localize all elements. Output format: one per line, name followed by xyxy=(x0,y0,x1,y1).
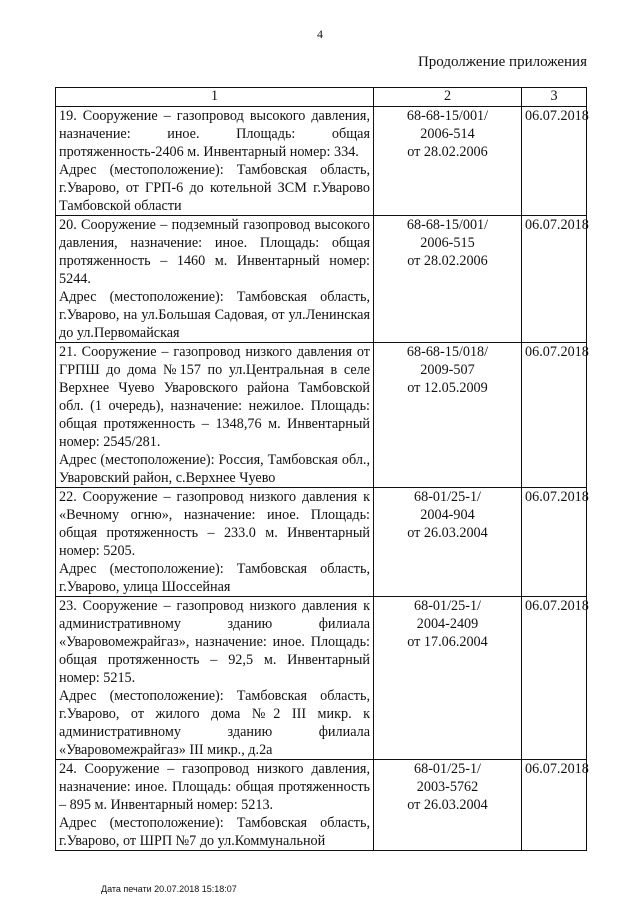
object-description-cell xyxy=(56,216,374,343)
registration-cell xyxy=(374,760,522,851)
registration-date: от 26.03.2004 xyxy=(407,797,488,813)
registration-number: 68-68-15/001/ 2006-514 xyxy=(406,108,489,142)
table-row xyxy=(56,488,587,597)
registration-cell xyxy=(374,216,522,343)
column-header: 2 xyxy=(374,88,522,107)
registration-number: 68-68-15/001/ 2006-515 xyxy=(406,217,489,251)
object-description-cell xyxy=(56,597,374,760)
object-address: Адрес (местоположение): Тамбовская область, г.Уварово, улица Шоссейная xyxy=(59,561,370,595)
table-row xyxy=(56,216,587,343)
object-description-cell xyxy=(56,343,374,488)
registration-date: от 28.02.2006 xyxy=(407,144,488,160)
registration-number: 68-01/25-1/ 2003-5762 xyxy=(414,761,481,795)
object-description: 22. Сооружение – газопровод низкого давления к «Вечному огню», назначение: иное. Площадь: общая протяженность – 233.0 м. Инвентарный номер: 5205. xyxy=(59,489,370,559)
registration-date: от 17.06.2004 xyxy=(407,634,488,650)
registration-number: 68-01/25-1/ 2004-904 xyxy=(414,489,481,523)
record-date: 06.07.2018 xyxy=(522,343,587,488)
record-date: 06.07.2018 xyxy=(522,216,587,343)
registration-cell xyxy=(374,107,522,216)
header-row xyxy=(56,88,587,107)
object-description-cell xyxy=(56,760,374,851)
table-row xyxy=(56,760,587,851)
registration-date: от 28.02.2006 xyxy=(407,253,488,269)
continuation-heading: Продолжение приложения xyxy=(417,54,587,70)
registration-cell xyxy=(374,343,522,488)
object-description: 19. Сооружение – газопровод высокого давления, назначение: иное. Площадь: общая протяженность-2406 м. Инвентарный номер: 334. xyxy=(59,108,370,160)
registration-cell xyxy=(374,597,522,760)
object-address: Адрес (местоположение): Тамбовская область, г.Уварово, на ул.Большая Садовая, от ул.Ленинская до ул.Первомайская xyxy=(59,289,370,341)
registration-cell xyxy=(374,488,522,597)
column-header: 1 xyxy=(56,88,374,107)
table-row xyxy=(56,107,587,216)
object-description-cell xyxy=(56,107,374,216)
page-number: 4 xyxy=(317,27,323,41)
object-description: 20. Сооружение – подземный газопровод высокого давления, назначение: иное. Площадь: общая протяженность – 1460 м. Инвентарный номер: 5244. xyxy=(59,217,370,287)
registry-table xyxy=(55,87,587,851)
record-date: 06.07.2018 xyxy=(522,488,587,597)
object-description: 23. Сооружение – газопровод низкого давления к административному зданию филиала «Уваровомежрайгаз», назначение: иное. Площадь: общая протяженность – 92,5 м. Инвентарный номер: 5215. xyxy=(59,598,370,686)
registration-date: от 12.05.2009 xyxy=(407,380,488,396)
column-header: 3 xyxy=(522,88,587,107)
record-date: 06.07.2018 xyxy=(522,760,587,851)
registration-date: от 26.03.2004 xyxy=(407,525,488,541)
object-address: Адрес (местоположение): Тамбовская область, г.Уварово, от жилого дома №2 III микр. к административному зданию филиала «Уваровомежрайгаз» III микр., д.2а xyxy=(59,688,370,758)
table-row xyxy=(56,343,587,488)
record-date: 06.07.2018 xyxy=(522,597,587,760)
object-description-cell xyxy=(56,488,374,597)
object-address: Адрес (местоположение): Россия, Тамбовская обл., Уваровский район, с.Верхнее Чуево xyxy=(59,452,370,486)
record-date: 06.07.2018 xyxy=(522,107,587,216)
print-date: Дата печати 20.07.2018 15:18:07 xyxy=(101,884,237,894)
registration-number: 68-01/25-1/ 2004-2409 xyxy=(414,598,481,632)
object-description: 24. Сооружение – газопровод низкого давления, назначение: иное. Площадь: общая протяженность – 895 м. Инвентарный номер: 5213. xyxy=(59,761,370,813)
table-row xyxy=(56,597,587,760)
object-description: 21. Сооружение – газопровод низкого давления от ГРПШ до дома №157 по ул.Центральная в селе Верхнее Чуево Уваровского района Тамбовской обл. (1 очередь), назначение: нежилое. Площадь: общая протяженность – 1348,76 м. Инвентарный номер: 2545/281. xyxy=(59,344,370,450)
registration-number: 68-68-15/018/ 2009-507 xyxy=(406,344,489,378)
object-address: Адрес (местоположение): Тамбовская область, г.Уварово, от ШРП №7 до ул.Коммунальной xyxy=(59,815,370,849)
object-address: Адрес (местоположение): Тамбовская область, г.Уварово, от ГРП-6 до котельной ЗСМ г.Уварово Тамбовской области xyxy=(59,162,370,214)
table-body xyxy=(56,107,587,851)
